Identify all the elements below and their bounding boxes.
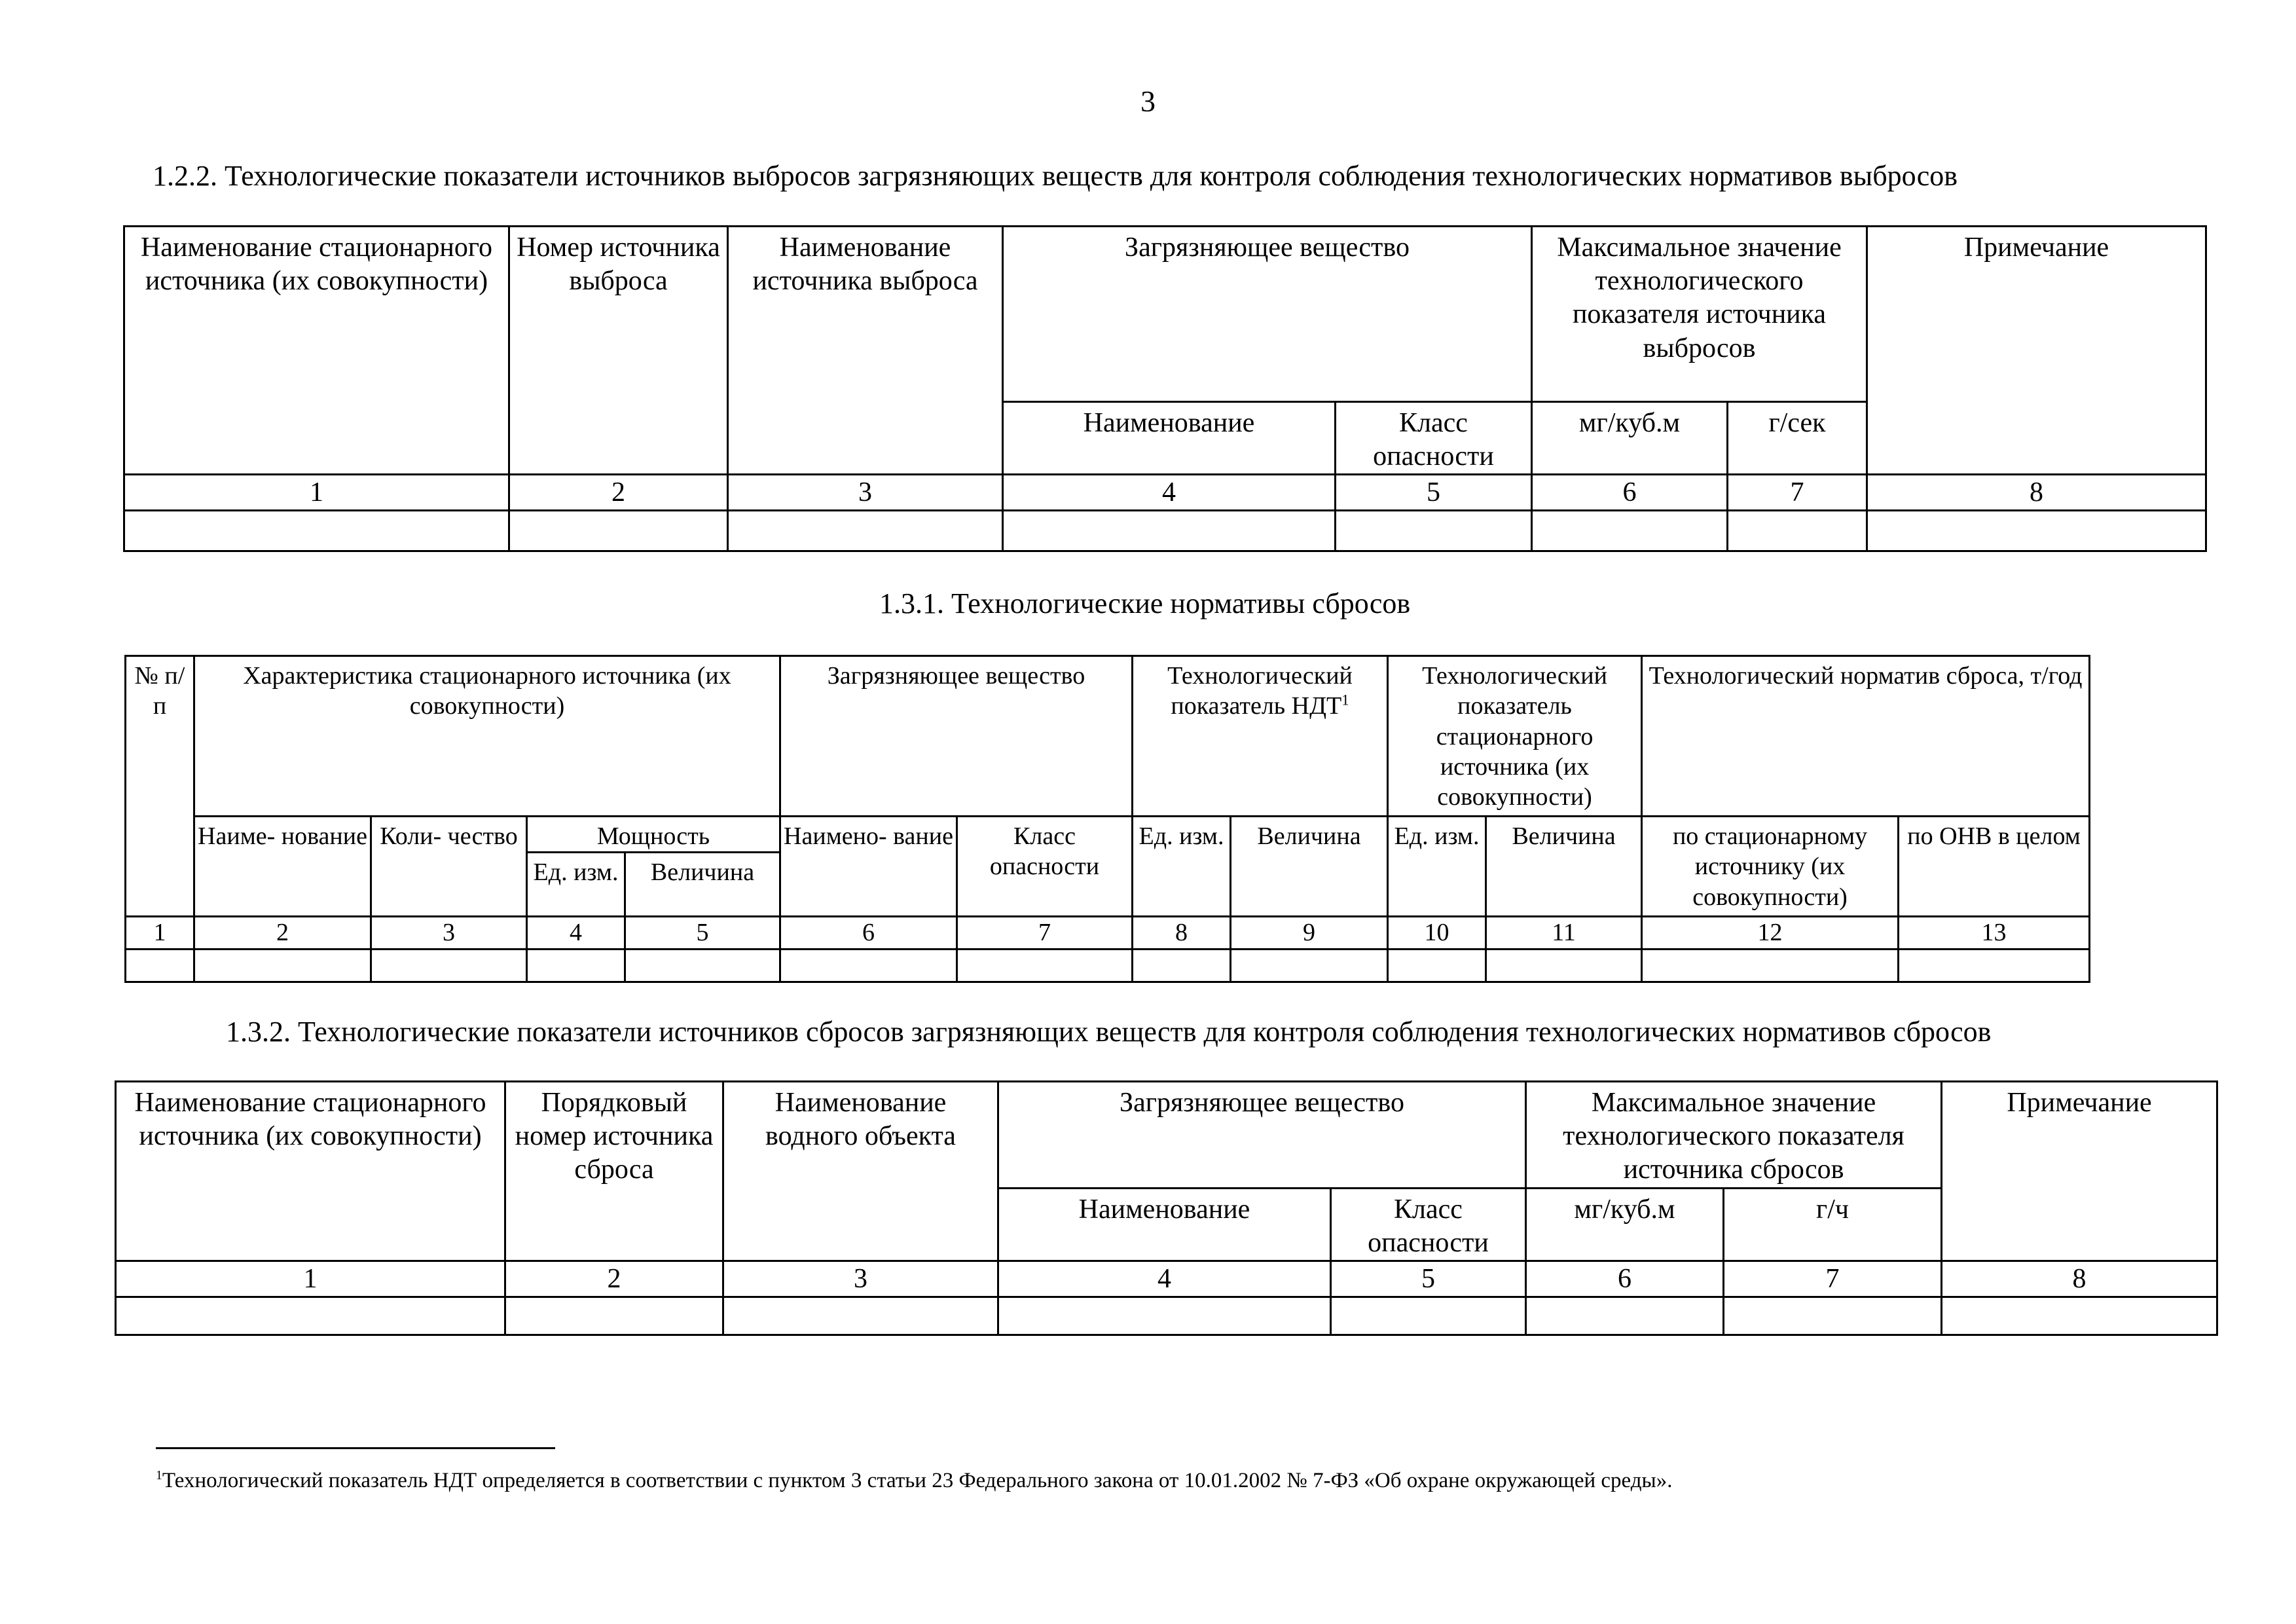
empty-cell (509, 511, 728, 551)
empty-cell (1388, 949, 1486, 982)
empty-cell (998, 1297, 1331, 1335)
empty-cell (957, 949, 1133, 982)
header-pollutant: Загрязняющее вещество (1003, 227, 1532, 402)
header-quantity: Коли- чество (371, 817, 527, 917)
section-131-heading: 1.3.1. Технологические нормативы сбросов (879, 587, 1411, 619)
empty-cell (371, 949, 527, 982)
header-source-name: Наименование стационарного источника (их совокупности) (124, 227, 509, 475)
empty-cell (126, 949, 194, 982)
column-number: 13 (1899, 917, 2090, 949)
header-pollutant-name: Наименование (998, 1188, 1331, 1261)
column-number: 4 (998, 1261, 1331, 1297)
empty-cell (1724, 1297, 1942, 1335)
empty-cell (1526, 1297, 1724, 1335)
header-max-value: Максимальное значение технологического показателя источника выбросов (1532, 227, 1867, 402)
header-water-body: Наименование водного объекта (723, 1082, 998, 1261)
empty-cell (780, 949, 957, 982)
empty-data-row (116, 1297, 2217, 1335)
header-power-unit: Ед. изм. (527, 853, 625, 917)
header-source-unit: Ед. изм. (1388, 817, 1486, 917)
empty-cell (1642, 949, 1899, 982)
empty-data-row (124, 511, 2206, 551)
header-ndt-value: Величина (1231, 817, 1388, 917)
column-number: 2 (194, 917, 371, 949)
column-number: 8 (1942, 1261, 2217, 1297)
empty-cell (1867, 511, 2206, 551)
column-number: 8 (1867, 475, 2206, 511)
column-number: 6 (1532, 475, 1728, 511)
header-hazard-class: Класс опасности (1331, 1188, 1526, 1261)
header-emission-number: Номер источника выброса (509, 227, 728, 475)
footnote-mark: 1 (156, 1468, 162, 1483)
empty-cell (1899, 949, 2090, 982)
header-mg-m3: мг/куб.м (1532, 402, 1728, 475)
header-pollutant: Загрязняющее вещество (780, 656, 1133, 817)
empty-cell (728, 511, 1003, 551)
header-pollutant-name: Наимено- вание (780, 817, 957, 917)
column-number: 9 (1231, 917, 1388, 949)
header-max-value: Максимальное значение технологического показателя источника сбросов (1526, 1082, 1942, 1189)
empty-cell (124, 511, 509, 551)
empty-cell (1003, 511, 1336, 551)
header-source-name: Наименование стационарного источника (их совокупности) (116, 1082, 505, 1261)
column-number: 7 (957, 917, 1133, 949)
empty-cell (723, 1297, 998, 1335)
header-source-indicator: Технологический показатель стационарного источника (их совокупности) (1388, 656, 1642, 817)
header-note: Примечание (1867, 227, 2206, 475)
column-number: 1 (124, 475, 509, 511)
column-number: 12 (1642, 917, 1899, 949)
table-discharge-norms (124, 655, 2090, 983)
header-ndt-indicator: Технологический показатель НДТ$^1$ (1133, 656, 1388, 817)
column-number: 5 (625, 917, 780, 949)
header-power-value: Величина (625, 853, 780, 917)
column-number: 10 (1388, 917, 1486, 949)
header-name: Наиме- нование (194, 817, 371, 917)
footnote-text: Технологический показатель НДТ определяется в соответствии с пунктом 3 статьи 23 Федерального закона от 10.01.2002 № 7-ФЗ «Об охране окружающей среды». (162, 1469, 1673, 1492)
footnote-mark: 1 (1341, 692, 1349, 709)
column-number: 7 (1728, 475, 1867, 511)
header-power: Мощность (527, 817, 780, 853)
empty-cell (625, 949, 780, 982)
empty-cell (194, 949, 371, 982)
header-hazard-class: Класс опасности (957, 817, 1133, 917)
column-number: 5 (1331, 1261, 1526, 1297)
header-discharge-norm: Технологический норматив сброса, т/год (1642, 656, 2090, 817)
column-number: 1 (126, 917, 194, 949)
column-number: 6 (780, 917, 957, 949)
empty-cell (1336, 511, 1532, 551)
column-number: 3 (371, 917, 527, 949)
empty-cell (527, 949, 625, 982)
header-by-onv: по ОНВ в целом (1899, 817, 2090, 917)
section-122-heading: 1.2.2. Технологические показатели источников выбросов загрязняющих веществ для контроля соблюдения технологических нормативов выбросов (153, 160, 1958, 192)
column-number: 4 (1003, 475, 1336, 511)
empty-cell (1331, 1297, 1526, 1335)
column-number: 4 (527, 917, 625, 949)
footnote (156, 1469, 1672, 1493)
header-mg-m3: мг/куб.м (1526, 1188, 1724, 1261)
column-number: 3 (723, 1261, 998, 1297)
header-source-characteristic: Характеристика стационарного источника (их совокупности) (194, 656, 780, 817)
column-number: 8 (1133, 917, 1231, 949)
header-ordinal-number: Порядковый номер источника сброса (505, 1082, 723, 1261)
section-132-heading: 1.3.2. Технологические показатели источников сбросов загрязняющих веществ для контроля соблюдения технологических нормативов сбросов (226, 1016, 1992, 1048)
empty-cell (1942, 1297, 2217, 1335)
column-number: 6 (1526, 1261, 1724, 1297)
column-number: 5 (1336, 475, 1532, 511)
header-pollutant-name: Наименование (1003, 402, 1336, 475)
empty-cell (1133, 949, 1231, 982)
header-g-h: г/ч (1724, 1188, 1942, 1261)
header-g-sec: г/сек (1728, 402, 1867, 475)
column-number: 7 (1724, 1261, 1942, 1297)
header-emission-name: Наименование источника выброса (728, 227, 1003, 475)
page-number: 3 (1140, 84, 1156, 118)
footnote-separator (156, 1447, 555, 1449)
column-number: 11 (1486, 917, 1642, 949)
empty-cell (505, 1297, 723, 1335)
header-note: Примечание (1942, 1082, 2217, 1261)
header-hazard-class: Класс опасности (1336, 402, 1532, 475)
column-number: 1 (116, 1261, 505, 1297)
header-pollutant: Загрязняющее вещество (998, 1082, 1526, 1189)
header-ndt-unit: Ед. изм. (1133, 817, 1231, 917)
column-number: 2 (505, 1261, 723, 1297)
header-source-value: Величина (1486, 817, 1642, 917)
empty-cell (1486, 949, 1642, 982)
table-emission-indicators (123, 225, 2207, 552)
empty-cell (1532, 511, 1728, 551)
column-number: 3 (728, 475, 1003, 511)
header-by-source: по стационарному источнику (их совокупности) (1642, 817, 1899, 917)
table-discharge-indicators (115, 1080, 2218, 1336)
empty-cell (116, 1297, 505, 1335)
header-no: № п/п (126, 656, 194, 917)
empty-cell (1728, 511, 1867, 551)
empty-cell (1231, 949, 1388, 982)
column-number: 2 (509, 475, 728, 511)
empty-data-row (126, 949, 2090, 982)
